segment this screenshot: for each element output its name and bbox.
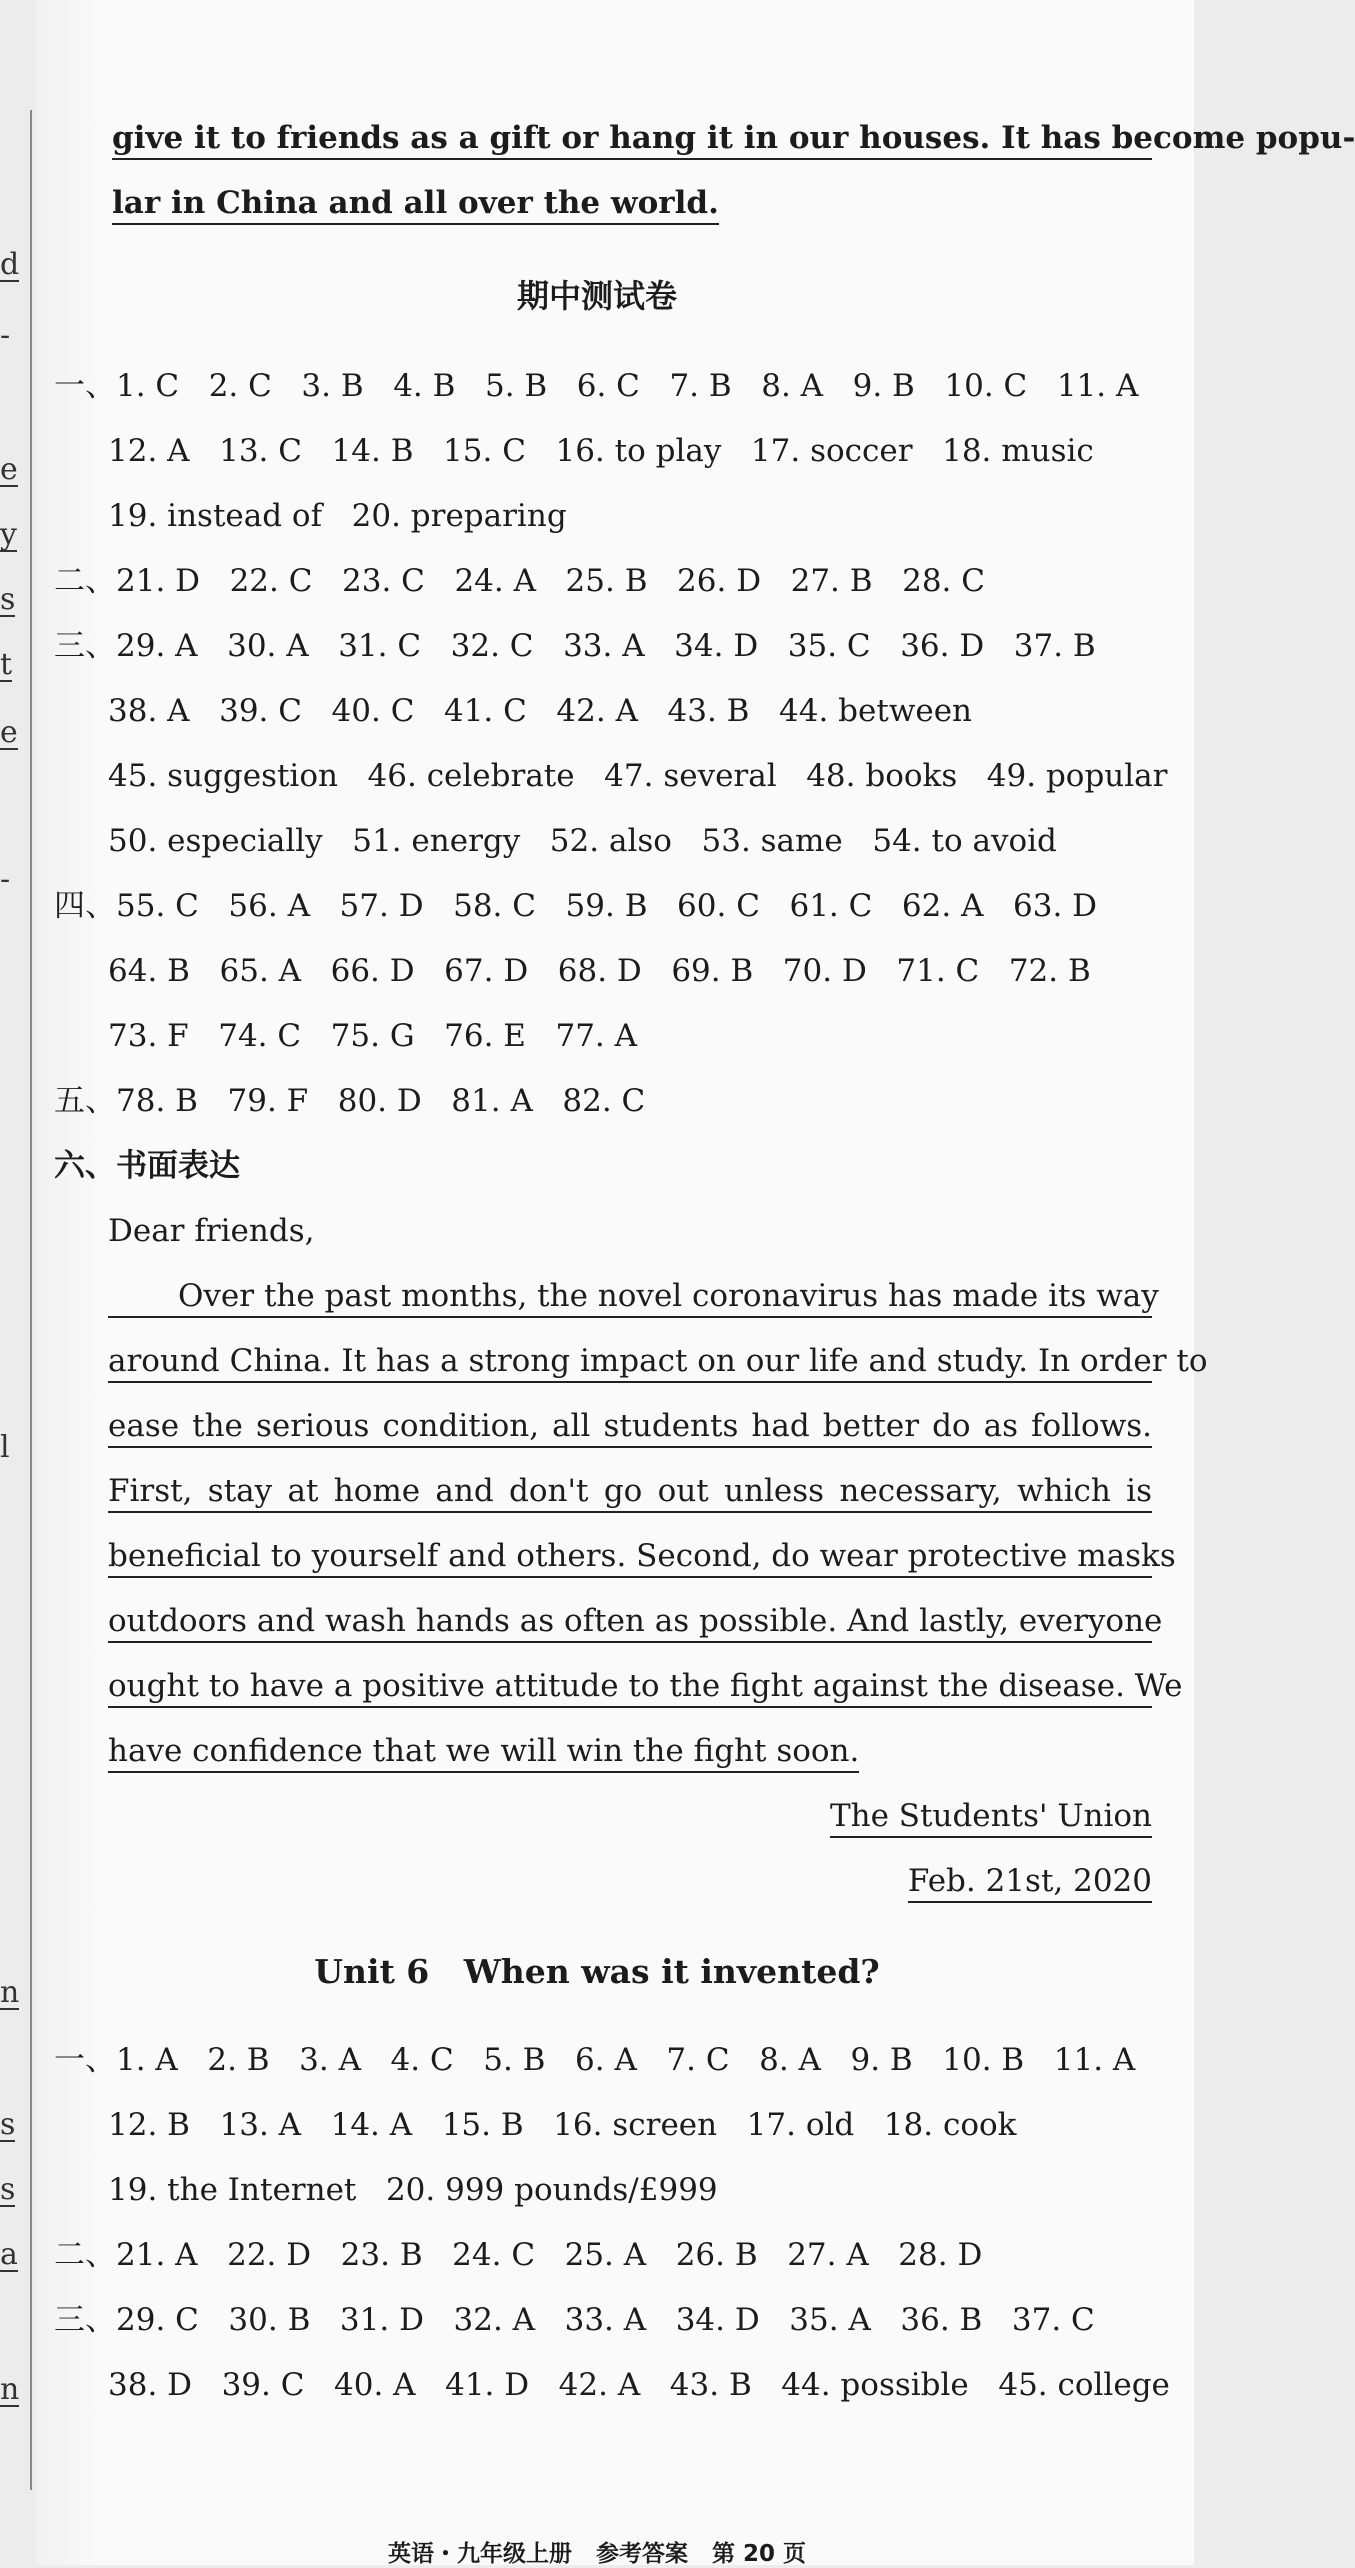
answer-row: 二、21. A 22. D 23. B 24. C 25. A 26. B 27. A 28. D [54,2237,983,2273]
edge-fragment: a [0,2237,18,2272]
answer-row: 38. A 39. C 40. C 41. C 42. A 43. B 44. between [108,693,973,729]
answer-row: 一、1. C 2. C 3. B 4. B 5. B 6. C 7. B 8. A 9. B 10. C 11. A [54,368,1139,404]
edge-fragment: s [0,582,16,617]
essay-line: outdoors and wash hands as often as possible. And lastly, everyone [108,1601,1152,1643]
answer-row: 一、1. A 2. B 3. A 4. C 5. B 6. A 7. C 8. A 9. B 10. B 11. A [54,2042,1136,2078]
answer-row: 64. B 65. A 66. D 67. D 68. D 69. B 70. D 71. C 72. B [108,953,1091,989]
answer-row: 12. A 13. C 14. B 15. C 16. to play 17. soccer 18. music [108,433,1094,469]
edge-fragment: l [0,1430,10,1465]
essay-line: around China. It has a strong impact on our life and study. In order to [108,1341,1152,1383]
answer-row: 19. the Internet 20. 999 pounds/£999 [108,2172,718,2208]
essay-line: First, stay at home and don't go out unless necessary, which is [108,1471,1152,1513]
answer-row: 三、29. A 30. A 31. C 32. C 33. A 34. D 35. C 36. D 37. B [54,628,1096,664]
answer-row: 五、78. B 79. F 80. D 81. A 82. C [54,1083,646,1119]
edge-fragment: n [0,2372,20,2407]
edge-fragment: e [0,452,18,487]
edge-fragment: t [0,647,13,682]
intro-line-1: give it to friends as a gift or hang it in our houses. It has become popu- [112,118,1152,160]
answer-row: 12. B 13. A 14. A 15. B 16. screen 17. old 18. cook [108,2107,1017,2143]
essay-line: ought to have a positive attitude to the fight against the disease. We [108,1666,1152,1708]
letter-date: Feb. 21st, 2020 [908,1861,1152,1903]
intro-line-2: lar in China and all over the world. [112,183,719,225]
edge-fragment: - [0,318,11,353]
writing-heading: 六、书面表达 [54,1148,240,1184]
edge-fragment: s [0,2172,16,2207]
edge-fragment: e [0,715,18,750]
essay-line: ease the serious condition, all students had better do as follows. [108,1406,1152,1448]
essay-line: beneficial to yourself and others. Second, do wear protective masks [108,1536,1152,1578]
answer-row: 73. F 74. C 75. G 76. E 77. A [108,1018,638,1054]
unit-title: Unit 6 When was it invented? [314,1952,880,1991]
footer-label: 参考答案 [595,2541,688,2567]
essay-line: Over the past months, the novel coronavirus has made its way [108,1276,1152,1318]
footer-page-number: 第 20 页 [712,2541,807,2567]
answer-row: 19. instead of 20. preparing [108,498,567,534]
letter-salutation: Dear friends, [108,1213,315,1249]
answer-row: 50. especially 51. energy 52. also 53. same 54. to avoid [108,823,1057,859]
answer-row: 三、29. C 30. B 31. D 32. A 33. A 34. D 35. A 36. B 37. C [54,2302,1095,2338]
answer-row: 二、21. D 22. C 23. C 24. A 25. B 26. D 27. B 28. C [54,563,985,599]
edge-fragment: s [0,2107,16,2142]
footer-subject: 英语・九年级上册 [387,2541,572,2567]
letter-signature: The Students' Union [830,1796,1152,1838]
answer-row: 38. D 39. C 40. A 41. D 42. A 43. B 44. possible 45. college [108,2367,1170,2403]
essay-line: have confidence that we will win the fight soon. [108,1731,859,1773]
page-edge-line [30,110,32,2490]
edge-fragment: - [0,862,11,897]
answer-row: 四、55. C 56. A 57. D 58. C 59. B 60. C 61. C 62. A 63. D [54,888,1098,924]
edge-fragment: n [0,1975,20,2010]
midterm-title: 期中测试卷 [516,277,677,315]
answer-row: 45. suggestion 46. celebrate 47. several 48. books 49. popular [108,758,1168,794]
edge-fragment: y [0,517,17,552]
edge-fragment: d [0,247,20,282]
page-footer [0,2535,1194,2568]
